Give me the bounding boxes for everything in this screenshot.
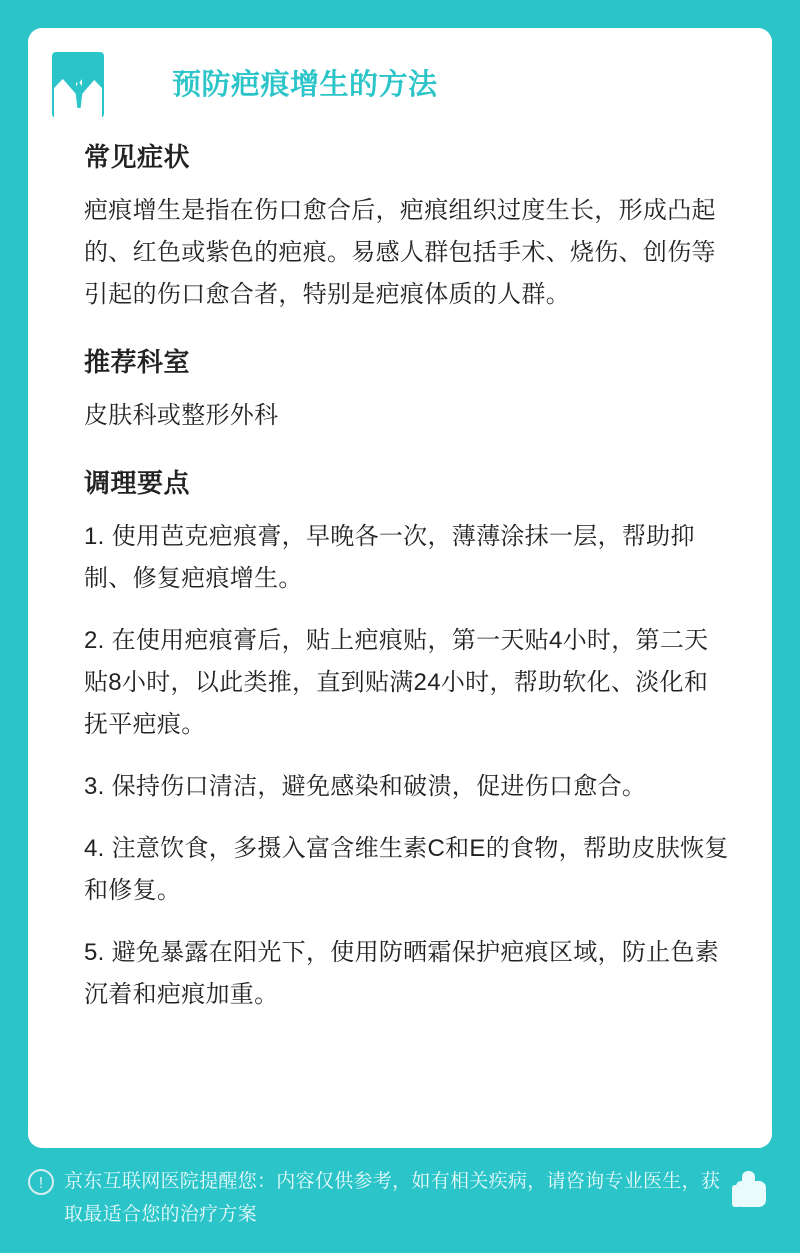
list-item: 1. 使用芭克疤痕膏，早晚各一次，薄薄涂抹一层，帮助抑制、修复疤痕增生。 — [84, 523, 695, 592]
symptoms-paragraph: 疤痕增生是指在伤口愈合后，疤痕组织过度生长，形成凸起的、红色或紫色的疤痕。易感人群包括手术、烧伤、创伤等引起的伤口愈合者，特别是疤痕体质的人群。 — [84, 197, 716, 308]
info-icon: ! — [28, 1169, 54, 1195]
list-item: 2. 在使用疤痕膏后，贴上疤痕贴，第一天贴4小时，第二天贴8小时，以此类推，直到贴满24小时，帮助软化、淡化和抚平疤痕。 — [84, 627, 709, 738]
document-person-icon — [46, 48, 110, 126]
section-symptoms — [68, 137, 732, 316]
thumbs-up-icon[interactable] — [732, 1169, 772, 1211]
section-heading-care-points: 调理要点 — [84, 468, 191, 498]
list-item: 3. 保持伤口清洁，避免感染和破溃，促进伤口愈合。 — [84, 773, 647, 800]
section-heading-symptoms: 常见症状 — [84, 142, 191, 172]
page-title: 预防疤痕增生的方法 — [172, 69, 438, 101]
list-item: 5. 避免暴露在阳光下，使用防晒霜保护疤痕区域，防止色素沉着和疤痕加重。 — [84, 939, 720, 1008]
section-department — [68, 342, 732, 437]
list-item: 4. 注意饮食，多摄入富含维生素C和E的食物，帮助皮肤恢复和修复。 — [84, 835, 729, 904]
section-heading-department: 推荐科室 — [84, 347, 191, 377]
footer-disclaimer-text: 京东互联网医院提醒您：内容仅供参考，如有相关疾病，请咨询专业医生，获取最适合您的治疗方案 — [64, 1171, 721, 1225]
section-care-points — [68, 463, 732, 1016]
department-paragraph: 皮肤科或整形外科 — [84, 402, 279, 429]
footer-disclaimer — [28, 1165, 772, 1231]
content-card — [28, 28, 772, 1148]
